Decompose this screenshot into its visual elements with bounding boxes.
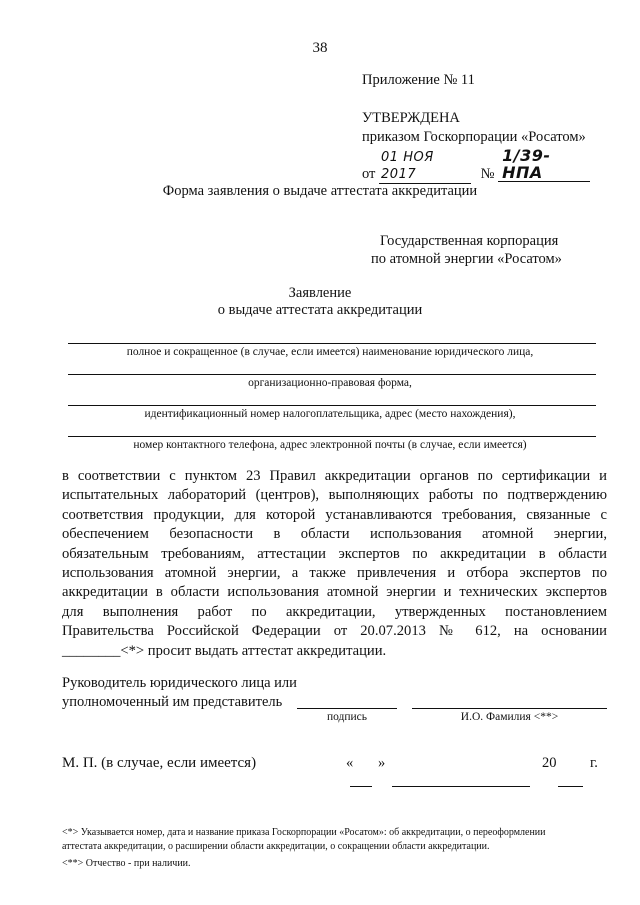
signature-caption: подпись <box>326 711 368 723</box>
signatory-line2: уполномоченный им представитель <box>62 694 283 710</box>
signature-line <box>297 708 397 709</box>
body-line-last: ________<*> просит выдать аттестат аккредитации. <box>62 642 387 659</box>
order-number-handwritten: 1/39-НПА <box>498 147 590 182</box>
addressee-line2: по атомной энергии «Росатом» <box>371 251 562 267</box>
body-line: использования атомной энергии, а также привлечения и отбора экспертов по <box>62 565 607 582</box>
body-line: испытательных лабораторий (центров), выполняющих работы по подтверждению <box>62 487 607 504</box>
date-month-line <box>392 786 530 787</box>
body-line: Правительства Российской Федерации от 20.07.2013 № 612, на основании <box>62 623 607 640</box>
body-line: соответствия продукции, для которой устанавливаются требования, связанные с <box>62 506 607 523</box>
form-title: Форма заявления о выдаче аттестата аккредитации <box>162 183 478 199</box>
field-line-name <box>68 343 596 344</box>
footnote-1 <box>62 826 610 854</box>
application-body-text <box>62 467 607 661</box>
field-caption-contacts: номер контактного телефона, адрес электронной почты (в случае, если имеется) <box>133 439 527 451</box>
from-label: от <box>362 166 376 182</box>
year-prefix: 20 <box>542 755 557 771</box>
order-date-handwritten: 01 НОЯ 2017 <box>379 149 471 184</box>
body-line: обеспечением безопасности в области использования атомной энергии, <box>62 526 607 543</box>
field-caption-name: полное и сокращенное (в случае, если имеется) наименование юридического лица, <box>126 346 534 358</box>
signatory-line1: Руководитель юридического лица или <box>62 675 297 691</box>
number-label: № <box>480 166 495 182</box>
date-quote-open: « <box>346 755 354 771</box>
date-year-line <box>558 786 583 787</box>
field-caption-legal-form: организационно-правовая форма, <box>248 377 412 389</box>
body-line: в соответствии с пунктом 23 Правил аккредитации органов по сертификации и <box>62 468 607 484</box>
stamp-label: М. П. (в случае, если имеется) <box>62 755 257 771</box>
name-line <box>412 708 607 709</box>
body-line: обязательным требованиям, аттестации экспертов по аккредитации в области <box>62 545 607 562</box>
addressee-line1: Государственная корпорация <box>380 233 559 249</box>
approval-by-order: приказом Госкорпорации «Росатом» <box>362 129 586 145</box>
field-line-legal-form <box>68 374 596 375</box>
page-number: 38 <box>312 40 328 56</box>
year-suffix: г. <box>590 755 598 771</box>
approval-stamp-title: УТВЕРЖДЕНА <box>362 110 460 126</box>
application-title: Заявление <box>288 285 352 301</box>
appendix-label: Приложение № 11 <box>362 72 475 88</box>
body-line: для выполнения работ по аккредитации, утвержденных постановлением <box>62 603 607 620</box>
date-quote-close: » <box>378 755 386 771</box>
footnote-2: <**> Отчество - при наличии. <box>62 858 191 869</box>
field-line-contacts <box>68 436 596 437</box>
footnote-1-line1: <*> Указывается номер, дата и название приказа Госкорпорации «Росатом»: об аккредитации, о переоформлении <box>62 827 546 838</box>
application-subtitle: о выдаче аттестата аккредитации <box>217 302 423 318</box>
field-caption-tax-address: идентификационный номер налогоплательщика, адрес (место нахождения), <box>144 408 516 420</box>
body-line: аккредитации в области использования атомной энергии и технических экспертов <box>62 584 607 601</box>
approval-order-line <box>362 146 612 182</box>
name-caption: И.О. Фамилия <**> <box>460 711 559 723</box>
date-day-line <box>350 786 372 787</box>
footnote-1-line2: аттестата аккредитации, о расширении области аккредитации, о сокращении области аккредитации. <box>62 841 490 852</box>
field-line-tax-address <box>68 405 596 406</box>
